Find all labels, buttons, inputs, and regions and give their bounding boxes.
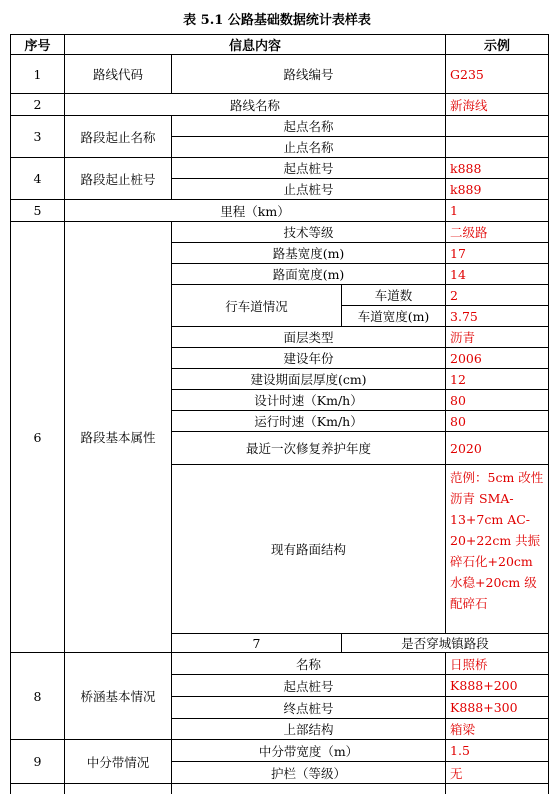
road-data-table (10, 34, 549, 794)
row-field: 是否穿城镇路段 (342, 634, 549, 653)
row-seq: 2 (11, 94, 65, 116)
row-value: 新海线 (446, 94, 549, 116)
row-seq: 6 (11, 222, 65, 653)
row-field: 止点桩号 (172, 179, 446, 200)
row-field: 起点桩号 (172, 675, 446, 697)
row-value: 80 (446, 411, 549, 432)
row-field: 行车道情况 (172, 285, 342, 327)
row-field: 建设期面层厚度(cm) (172, 369, 446, 390)
row-group (65, 784, 172, 794)
row-value: 2006 (446, 348, 549, 369)
row-value: 箱梁 (446, 719, 549, 740)
row-value: 3.75 (446, 306, 549, 327)
row-group: 路段起止名称 (65, 116, 172, 158)
row-field: 中分带宽度（m） (172, 740, 446, 762)
row-field: 上部结构 (172, 719, 446, 740)
table-title: 表 5.1 公路基础数据统计表样表 (183, 13, 371, 28)
row-field: 路基宽度(m) (172, 243, 446, 264)
row-seq: 4 (11, 158, 65, 200)
row-value: k888 (446, 158, 549, 179)
row-field: 面层类型 (172, 327, 446, 348)
row-seq (11, 784, 65, 794)
table-row (11, 94, 549, 116)
row-field: 起点名称 (172, 116, 446, 137)
row-value: 12 (446, 369, 549, 390)
row-value: 17 (446, 243, 549, 264)
header-info: 信息内容 (65, 35, 446, 55)
header-row (11, 35, 549, 55)
table-row (11, 55, 549, 94)
row-subfield: 车道数 (342, 285, 446, 306)
table-row (11, 653, 549, 675)
table-row (11, 222, 549, 243)
row-field: 路线名称 (65, 94, 446, 116)
row-field: 路线编号 (172, 55, 446, 94)
row-value: 无 (446, 762, 549, 784)
row-seq: 7 (172, 634, 342, 653)
row-field: 最近一次修复养护年度 (172, 432, 446, 465)
row-field: 里程（km） (65, 200, 446, 222)
row-subfield: 车道宽度(m) (342, 306, 446, 327)
table-row (11, 740, 549, 762)
row-value (446, 784, 549, 794)
row-value: 14 (446, 264, 549, 285)
row-value: 范例：5cm 改性沥青 SMA-13+7cm AC-20+22cm 共振碎石化+20cm 水稳+20cm 级配碎石 (446, 465, 549, 634)
header-example: 示例 (446, 35, 549, 55)
row-group: 中分带情况 (65, 740, 172, 784)
row-value: 2 (446, 285, 549, 306)
row-value: K888+200 (446, 675, 549, 697)
table-row (11, 116, 549, 137)
row-seq: 1 (11, 55, 65, 94)
row-seq: 5 (11, 200, 65, 222)
row-group: 路段基本属性 (65, 222, 172, 653)
row-field: 护栏（等级） (172, 762, 446, 784)
row-field: 建设年份 (172, 348, 446, 369)
row-value: 日照桥 (446, 653, 549, 675)
row-value: 1 (446, 200, 549, 222)
row-field: 终点桩号 (172, 697, 446, 719)
row-field: 运行时速（Km/h） (172, 411, 446, 432)
table-row (11, 200, 549, 222)
row-value: 2020 (446, 432, 549, 465)
row-group: 路段起止桩号 (65, 158, 172, 200)
row-field: 路面宽度(m) (172, 264, 446, 285)
row-value: 80 (446, 390, 549, 411)
row-field (172, 784, 446, 794)
row-seq: 9 (11, 740, 65, 784)
row-field: 名称 (172, 653, 446, 675)
row-value (446, 116, 549, 137)
row-value (446, 137, 549, 158)
row-value: 二级路 (446, 222, 549, 243)
row-value: k889 (446, 179, 549, 200)
row-seq: 8 (11, 653, 65, 740)
row-value: G235 (446, 55, 549, 94)
row-field: 设计时速（Km/h） (172, 390, 446, 411)
row-field: 现有路面结构 (172, 465, 446, 634)
row-field: 技术等级 (172, 222, 446, 243)
table-row-cutoff (11, 784, 549, 794)
header-seq: 序号 (11, 35, 65, 55)
row-field: 起点桩号 (172, 158, 446, 179)
row-group: 路线代码 (65, 55, 172, 94)
table-row (11, 158, 549, 179)
row-field: 止点名称 (172, 137, 446, 158)
row-value: 沥青 (446, 327, 549, 348)
row-seq: 3 (11, 116, 65, 158)
row-group: 桥涵基本情况 (65, 653, 172, 740)
row-value: 1.5 (446, 740, 549, 762)
row-value: K888+300 (446, 697, 549, 719)
